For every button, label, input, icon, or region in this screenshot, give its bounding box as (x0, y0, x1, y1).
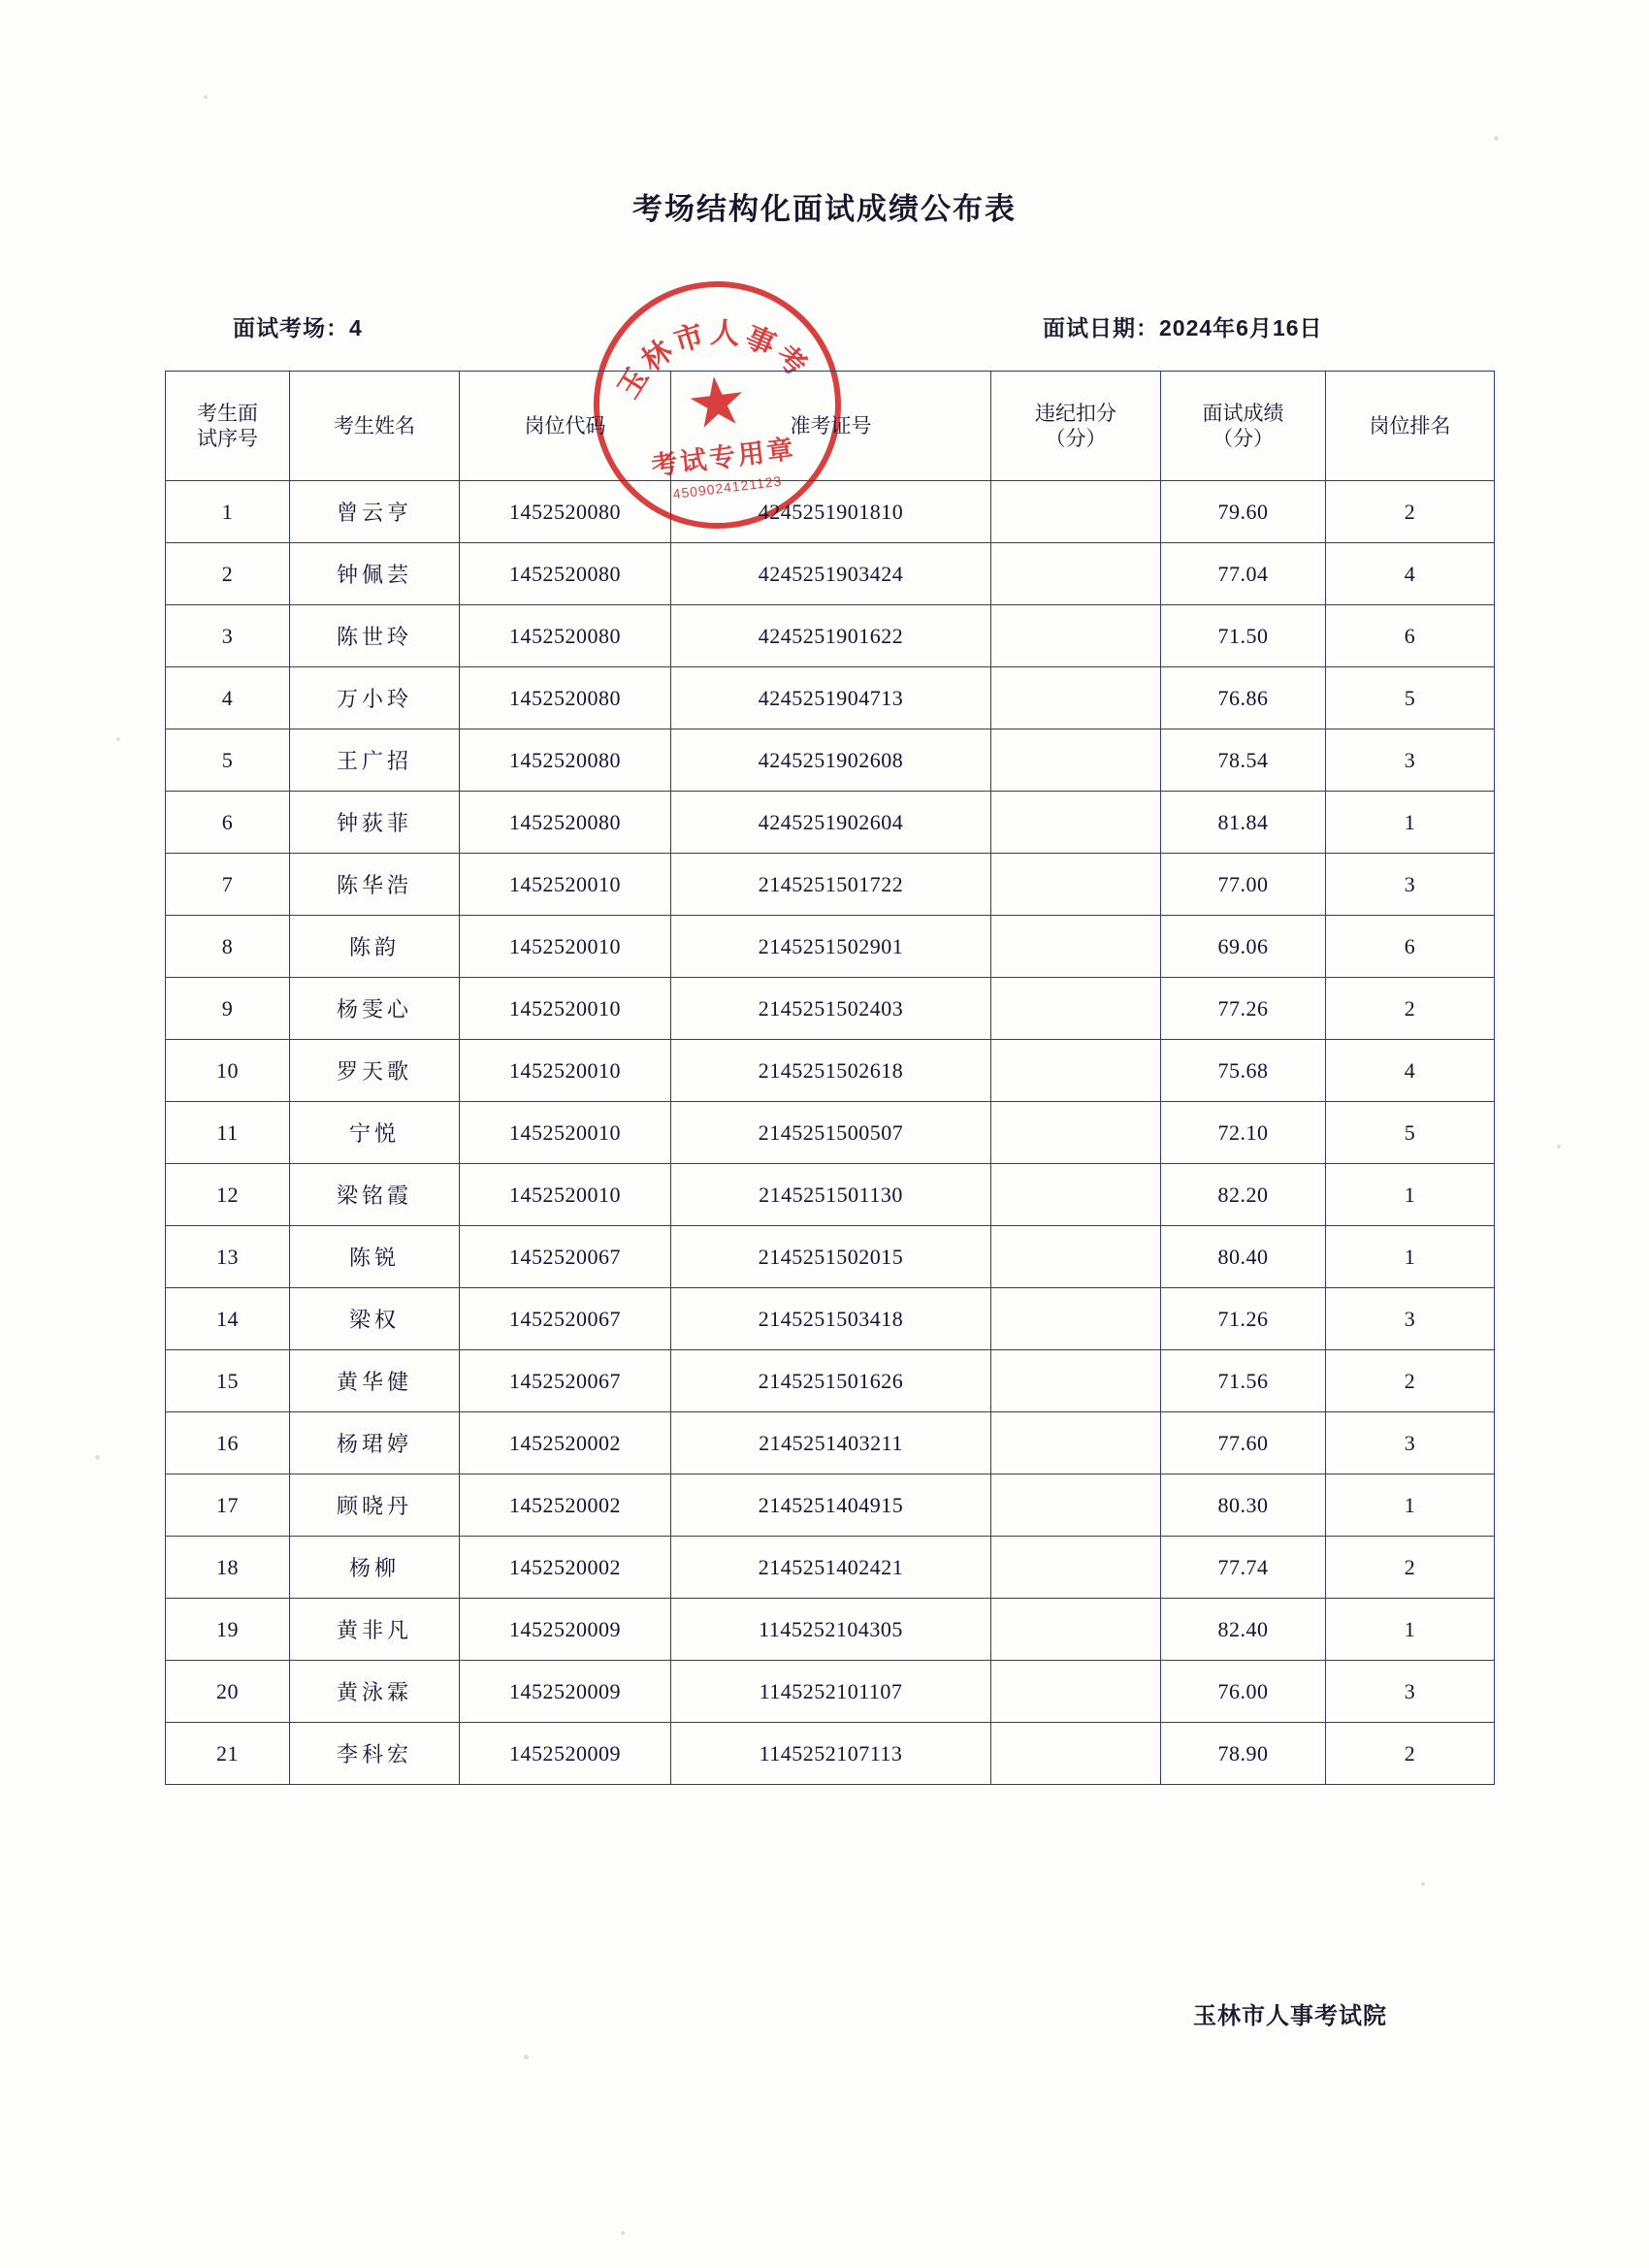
cell-seq: 10 (166, 1040, 290, 1102)
table-row (166, 1599, 1495, 1661)
cell-score: 77.04 (1161, 543, 1326, 605)
cell-penalty (991, 1226, 1161, 1288)
cell-penalty (991, 1599, 1161, 1661)
cell-name: 李科宏 (290, 1723, 460, 1785)
cell-seq: 2 (166, 543, 290, 605)
cell-name: 万小玲 (290, 667, 460, 729)
cell-admission-no: 4245251901622 (671, 605, 991, 667)
cell-admission-no: 2145251501722 (671, 854, 991, 916)
cell-rank: 2 (1326, 1350, 1495, 1412)
page-title: 考场结构化面试成绩公布表 (632, 192, 1017, 226)
cell-admission-no: 1145252107113 (671, 1723, 991, 1785)
cell-name: 陈锐 (290, 1226, 460, 1288)
cell-admission-no: 2145251500507 (671, 1102, 991, 1164)
cell-penalty (991, 1474, 1161, 1537)
footer-organization: 玉林市人事考试院 (1193, 2003, 1387, 2029)
cell-post-code: 1452520080 (460, 605, 671, 667)
cell-penalty (991, 1723, 1161, 1785)
cell-post-code: 1452520009 (460, 1723, 671, 1785)
cell-name: 陈世玲 (290, 605, 460, 667)
cell-seq: 13 (166, 1226, 290, 1288)
cell-post-code: 1452520010 (460, 1102, 671, 1164)
seal-code-text: 4509024121123 (671, 472, 784, 502)
table-header (166, 372, 1495, 481)
cell-penalty (991, 729, 1161, 792)
seal-top-text: 玉林市人事考 (612, 316, 816, 405)
paper-speck (204, 95, 208, 99)
cell-post-code: 1452520010 (460, 1040, 671, 1102)
cell-score: 71.56 (1161, 1350, 1326, 1412)
cell-score: 71.26 (1161, 1288, 1326, 1350)
cell-score: 78.54 (1161, 729, 1326, 792)
table-row (166, 792, 1495, 854)
cell-rank: 2 (1326, 978, 1495, 1040)
cell-seq: 18 (166, 1537, 290, 1599)
cell-admission-no: 4245251902604 (671, 792, 991, 854)
cell-name: 陈韵 (290, 916, 460, 978)
column-header-penalty (991, 372, 1161, 481)
cell-penalty (991, 854, 1161, 916)
paper-speck (1557, 1145, 1561, 1149)
cell-admission-no: 2145251501626 (671, 1350, 991, 1412)
cell-rank: 4 (1326, 543, 1495, 605)
table-row (166, 1350, 1495, 1412)
paper-speck (116, 737, 120, 741)
table-row (166, 543, 1495, 605)
cell-post-code: 1452520010 (460, 854, 671, 916)
cell-seq: 14 (166, 1288, 290, 1350)
cell-name: 钟佩芸 (290, 543, 460, 605)
cell-seq: 20 (166, 1661, 290, 1723)
cell-admission-no: 4245251903424 (671, 543, 991, 605)
cell-admission-no: 4245251902608 (671, 729, 991, 792)
cell-score: 76.00 (1161, 1661, 1326, 1723)
cell-seq: 5 (166, 729, 290, 792)
cell-admission-no: 2145251501130 (671, 1164, 991, 1226)
cell-seq: 16 (166, 1412, 290, 1474)
cell-seq: 19 (166, 1599, 290, 1661)
interview-date-label: 面试日期：2024年6月16日 (1043, 315, 1323, 340)
cell-penalty (991, 978, 1161, 1040)
cell-post-code: 1452520002 (460, 1474, 671, 1537)
cell-score: 77.00 (1161, 854, 1326, 916)
cell-penalty (991, 1412, 1161, 1474)
cell-score: 77.60 (1161, 1412, 1326, 1474)
cell-post-code: 1452520080 (460, 481, 671, 543)
cell-rank: 1 (1326, 1599, 1495, 1661)
cell-rank: 3 (1326, 1412, 1495, 1474)
cell-rank: 2 (1326, 1723, 1495, 1785)
column-header-seq-line1: 考生面 (197, 401, 258, 425)
cell-name: 黄非凡 (290, 1599, 460, 1661)
table-row (166, 1412, 1495, 1474)
cell-rank: 3 (1326, 1661, 1495, 1723)
table-row (166, 605, 1495, 667)
table-row (166, 1661, 1495, 1723)
cell-rank: 4 (1326, 1040, 1495, 1102)
cell-seq: 11 (166, 1102, 290, 1164)
cell-post-code: 1452520010 (460, 1164, 671, 1226)
table-row (166, 729, 1495, 792)
cell-rank: 3 (1326, 1288, 1495, 1350)
cell-score: 82.40 (1161, 1599, 1326, 1661)
table-row (166, 1040, 1495, 1102)
table-row (166, 1226, 1495, 1288)
table-row (166, 481, 1495, 543)
cell-penalty (991, 1350, 1161, 1412)
interview-room-label: 面试考场：4 (233, 315, 363, 340)
cell-score: 80.40 (1161, 1226, 1326, 1288)
cell-admission-no: 4245251901810 (671, 481, 991, 543)
cell-post-code: 1452520080 (460, 667, 671, 729)
cell-rank: 2 (1326, 1537, 1495, 1599)
cell-penalty (991, 792, 1161, 854)
cell-penalty (991, 1288, 1161, 1350)
cell-admission-no: 2145251404915 (671, 1474, 991, 1537)
column-header-penalty-line1: 违纪扣分 (1035, 401, 1116, 425)
column-header-score-line1: 面试成绩 (1202, 401, 1284, 425)
cell-score: 77.26 (1161, 978, 1326, 1040)
cell-score: 76.86 (1161, 667, 1326, 729)
table-row (166, 1164, 1495, 1226)
seal-star-icon: ★ (682, 362, 753, 444)
cell-penalty (991, 1661, 1161, 1723)
cell-post-code: 1452520010 (460, 916, 671, 978)
cell-name: 黄华健 (290, 1350, 460, 1412)
cell-seq: 15 (166, 1350, 290, 1412)
cell-rank: 1 (1326, 1164, 1495, 1226)
paper-speck (1494, 136, 1499, 141)
table-row (166, 1537, 1495, 1599)
cell-name: 梁权 (290, 1288, 460, 1350)
cell-name: 黄泳霖 (290, 1661, 460, 1723)
cell-name: 杨珺婷 (290, 1412, 460, 1474)
column-header-post-code: 岗位代码 (460, 372, 671, 481)
cell-name: 杨雯心 (290, 978, 460, 1040)
cell-seq: 4 (166, 667, 290, 729)
paper-speck (524, 2055, 529, 2059)
cell-penalty (991, 1537, 1161, 1599)
cell-rank: 3 (1326, 729, 1495, 792)
cell-rank: 3 (1326, 854, 1495, 916)
cell-rank: 6 (1326, 916, 1495, 978)
cell-post-code: 1452520080 (460, 543, 671, 605)
cell-admission-no: 2145251402421 (671, 1537, 991, 1599)
cell-rank: 5 (1326, 1102, 1495, 1164)
cell-name: 王广招 (290, 729, 460, 792)
cell-post-code: 1452520009 (460, 1599, 671, 1661)
cell-score: 82.20 (1161, 1164, 1326, 1226)
cell-post-code: 1452520067 (460, 1288, 671, 1350)
cell-seq: 21 (166, 1723, 290, 1785)
cell-rank: 6 (1326, 605, 1495, 667)
cell-penalty (991, 1102, 1161, 1164)
cell-rank: 5 (1326, 667, 1495, 729)
paper-speck (95, 1455, 100, 1460)
cell-name: 宁悦 (290, 1102, 460, 1164)
cell-admission-no: 2145251502901 (671, 916, 991, 978)
column-header-seq (166, 372, 290, 481)
table-row (166, 916, 1495, 978)
cell-score: 78.90 (1161, 1723, 1326, 1785)
cell-score: 80.30 (1161, 1474, 1326, 1537)
cell-admission-no: 2145251502618 (671, 1040, 991, 1102)
cell-score: 75.68 (1161, 1040, 1326, 1102)
cell-score: 81.84 (1161, 792, 1326, 854)
cell-name: 钟荻菲 (290, 792, 460, 854)
paper-speck (621, 2231, 625, 2235)
cell-score: 79.60 (1161, 481, 1326, 543)
cell-seq: 6 (166, 792, 290, 854)
cell-post-code: 1452520010 (460, 978, 671, 1040)
column-header-penalty-line2: （分） (1045, 427, 1107, 450)
table-row (166, 1288, 1495, 1350)
cell-admission-no: 2145251403211 (671, 1412, 991, 1474)
table-header-row (166, 372, 1495, 481)
cell-penalty (991, 1040, 1161, 1102)
column-header-score-line2: （分） (1212, 427, 1274, 450)
cell-post-code: 1452520080 (460, 729, 671, 792)
cell-penalty (991, 916, 1161, 978)
cell-admission-no: 2145251502403 (671, 978, 991, 1040)
cell-admission-no: 2145251503418 (671, 1288, 991, 1350)
cell-penalty (991, 481, 1161, 543)
table-row (166, 667, 1495, 729)
cell-name: 罗天歌 (290, 1040, 460, 1102)
cell-name: 梁铭霞 (290, 1164, 460, 1226)
table-row (166, 1474, 1495, 1537)
cell-score: 77.74 (1161, 1537, 1326, 1599)
cell-post-code: 1452520002 (460, 1412, 671, 1474)
cell-post-code: 1452520080 (460, 792, 671, 854)
table-row (166, 978, 1495, 1040)
cell-name: 杨柳 (290, 1537, 460, 1599)
cell-penalty (991, 605, 1161, 667)
table-body (166, 481, 1495, 1785)
paper-speck (1421, 1882, 1425, 1886)
cell-name: 顾晓丹 (290, 1474, 460, 1537)
cell-seq: 17 (166, 1474, 290, 1537)
seal-bottom-text: 考试专用章 (649, 434, 798, 481)
cell-seq: 3 (166, 605, 290, 667)
cell-penalty (991, 543, 1161, 605)
cell-seq: 9 (166, 978, 290, 1040)
cell-admission-no: 2145251502015 (671, 1226, 991, 1288)
cell-seq: 8 (166, 916, 290, 978)
cell-admission-no: 1145252104305 (671, 1599, 991, 1661)
meta-row (0, 310, 1649, 340)
cell-post-code: 1452520067 (460, 1350, 671, 1412)
cell-rank: 2 (1326, 481, 1495, 543)
cell-seq: 12 (166, 1164, 290, 1226)
cell-seq: 7 (166, 854, 290, 916)
column-header-rank: 岗位排名 (1326, 372, 1495, 481)
cell-rank: 1 (1326, 792, 1495, 854)
cell-seq: 1 (166, 481, 290, 543)
column-header-name: 考生姓名 (290, 372, 460, 481)
cell-post-code: 1452520067 (460, 1226, 671, 1288)
grades-table (165, 371, 1495, 1785)
cell-rank: 1 (1326, 1474, 1495, 1537)
cell-name: 陈华浩 (290, 854, 460, 916)
table-row (166, 854, 1495, 916)
table-row (166, 1723, 1495, 1785)
cell-penalty (991, 1164, 1161, 1226)
cell-score: 72.10 (1161, 1102, 1326, 1164)
cell-post-code: 1452520002 (460, 1537, 671, 1599)
cell-score: 69.06 (1161, 916, 1326, 978)
column-header-seq-line2: 试序号 (197, 427, 258, 450)
table-row (166, 1102, 1495, 1164)
cell-rank: 1 (1326, 1226, 1495, 1288)
column-header-score (1161, 372, 1326, 481)
cell-admission-no: 1145252101107 (671, 1661, 991, 1723)
cell-name: 曾云亨 (290, 481, 460, 543)
cell-score: 71.50 (1161, 605, 1326, 667)
cell-penalty (991, 667, 1161, 729)
cell-post-code: 1452520009 (460, 1661, 671, 1723)
column-header-admission-no: 准考证号 (671, 372, 991, 481)
cell-admission-no: 4245251904713 (671, 667, 991, 729)
